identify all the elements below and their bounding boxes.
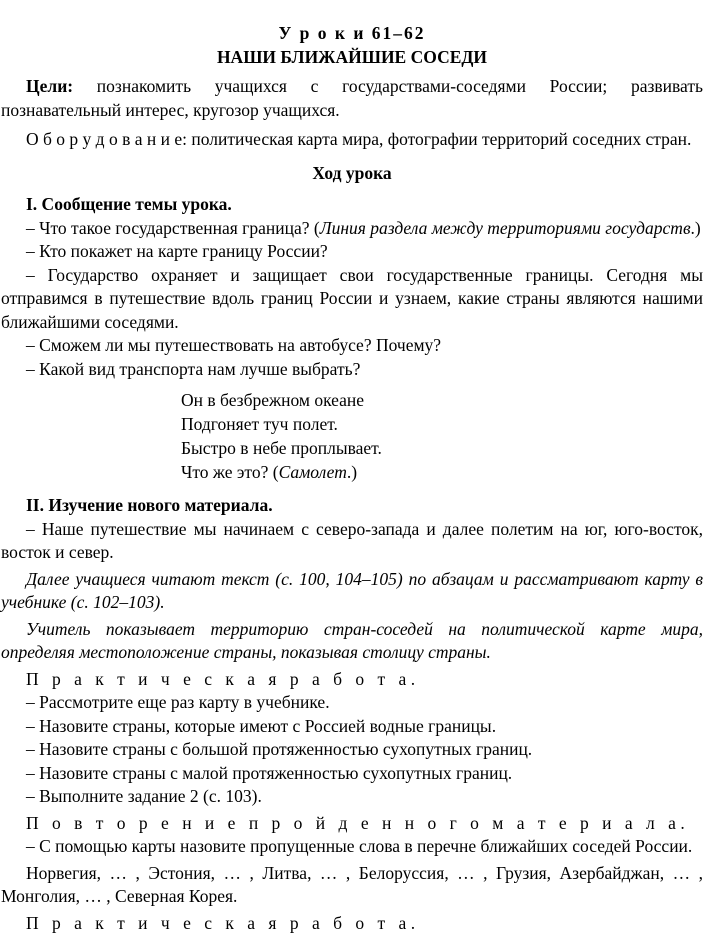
poem-line: Быстро в небе проплывает. <box>181 438 382 458</box>
poem-end: .) <box>346 462 358 482</box>
section1-q1 <box>0 217 704 241</box>
practice-label: П р а к т и ч е с к а я р а б о т а. <box>26 668 420 689</box>
lesson-number: У р о к и 61–62 <box>278 23 426 43</box>
section1-q5: – Какой вид транспорта нам лучше выбрать? <box>26 358 361 379</box>
course-title: Ход урока <box>312 162 392 183</box>
riddle-poem <box>181 388 704 484</box>
section1-q3: – Государство охраняет и защищает свои государственные границы. Сегодня мы отправимся в путешествие вдоль границ России и узнаем, какие страны являются нашими ближайшими соседями. <box>1 264 703 332</box>
equipment-label: О б о р у д о в а н и е <box>26 129 183 149</box>
goals-text: познакомить учащихся с государствами-соседями России; развивать познавательный интерес, кругозор учащихся. <box>1 76 703 120</box>
practice-label-2: П р а к т и ч е с к а я р а б о т а. <box>26 912 420 933</box>
section2-p1: – Наше путешествие мы начинаем с северо-запада и далее полетим на юг, юго-восток, восток и север. <box>1 518 703 562</box>
goals-paragraph <box>0 75 704 122</box>
q1-answer: Линия раздела между территориями государств <box>319 217 691 238</box>
poem-line: Он в безбрежном океане <box>181 390 365 410</box>
section2-p3: Учитель показывает территорию стран-соседей на политической карте мира, определяя местоположение страны, показывая столицу страны. <box>1 618 703 662</box>
section2-p2: Далее учащиеся читают текст (с. 100, 104–105) по абзацам и рассматривают карту в учебнике (с. 102–103). <box>1 568 703 612</box>
equipment-text: : политическая карта мира, фотографии территорий соседних стран. <box>182 129 692 149</box>
review-label: П о в т о р е н и е п р о й д е н н о г о м а т е р и а л а. <box>26 812 690 833</box>
countries-list: Норвегия, … , Эстония, … , Литва, … , Белоруссия, … , Грузия, Азербайджан, … , Монголия, … , Северная Корея. <box>1 862 703 906</box>
section1-q2: – Кто покажет на карте границу России? <box>26 241 328 261</box>
task-item: – Назовите страны с малой протяженностью сухопутных границ. <box>26 762 513 783</box>
section2-title: II. Изучение нового материала. <box>26 495 273 515</box>
task-item: – Назовите страны, которые имеют с Россией водные границы. <box>26 715 497 736</box>
task-item: – Выполните задание 2 (с. 103). <box>26 786 262 806</box>
poem-question: Что же это? ( <box>181 462 279 482</box>
poem-answer: Самолет <box>278 462 347 482</box>
q1-end: .) <box>690 217 701 238</box>
task-item: – Рассмотрите еще раз карту в учебнике. <box>26 692 330 712</box>
poem-line: Подгоняет туч полет. <box>181 414 338 434</box>
lesson-title: НАШИ БЛИЖАЙШИЕ СОСЕДИ <box>216 46 488 67</box>
goals-label: Цели: <box>26 76 74 96</box>
poem-line <box>181 460 704 484</box>
q1-text: – Что такое государственная граница? ( <box>26 217 320 238</box>
task-item: – Назовите страны с большой протяженностью сухопутных границ. <box>26 739 533 759</box>
section1-q4: – Сможем ли мы путешествовать на автобусе? Почему? <box>26 335 442 355</box>
equipment-paragraph <box>0 128 704 152</box>
section1-title: I. Сообщение темы урока. <box>26 194 232 214</box>
review-text: – С помощью карты назовите пропущенные слова в перечне ближайших соседей России. <box>26 836 693 856</box>
